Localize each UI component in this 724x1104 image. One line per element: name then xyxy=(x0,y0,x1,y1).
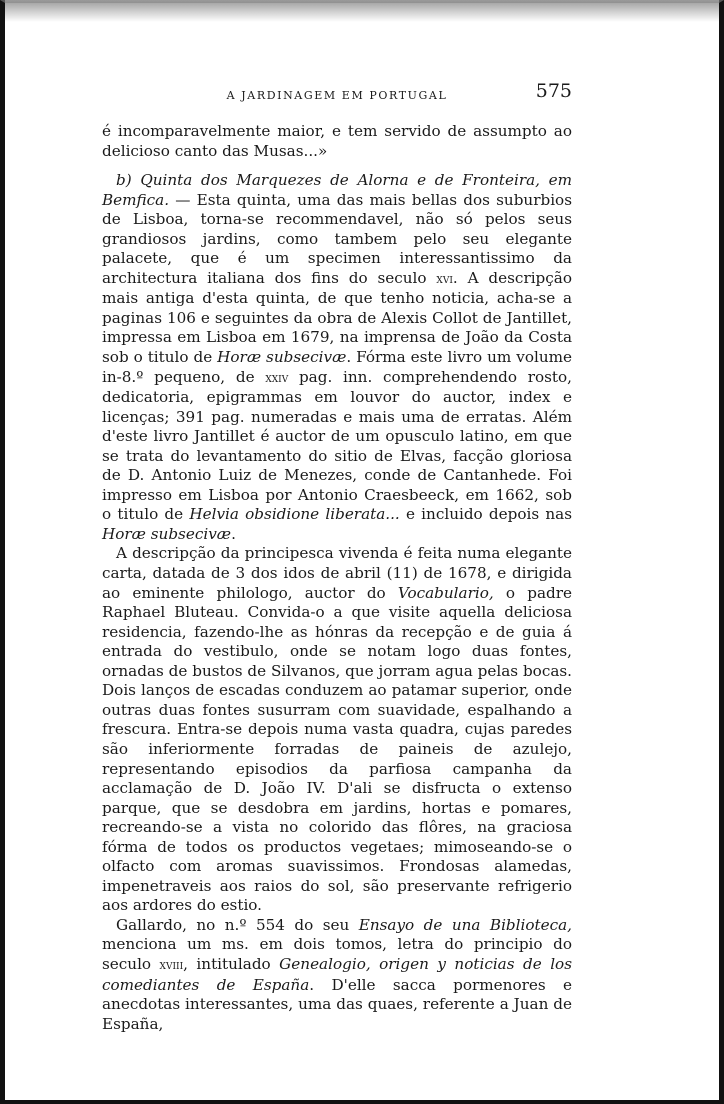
century-numeral: xvi xyxy=(436,270,453,287)
paragraph-text: — Esta quinta, uma das mais bellas dos suburbios de Lisboa, torna-se recommendavel, não só pelos seus grandiosos jardins, como tambem pelo seu elegante palacete, que é um specimen interessantissimo da architectura italiana dos fins do seculo xyxy=(102,190,572,287)
book-title: Helvia obsidione liberata... xyxy=(189,505,400,524)
body-text xyxy=(102,122,572,1034)
page-count-numeral: xxiv xyxy=(265,369,289,386)
paragraph-text: pag. inn. comprehendendo rosto, dedicatoria, epigrammas em louvor do auctor, index e licenças; 391 pag. numeradas e mais uma de erratas. Além d'este livro Jantillet é auctor de um opusculo latino, em que se trata do levantamento do sitio de Elvas, facção gloriosa de D. Antonio Luiz de Menezes, conde de Cantanhede. Foi impresso em Lisboa por Antonio Craesbeeck, em 1662, sob o titulo de xyxy=(102,367,572,524)
item-label: b) xyxy=(116,171,132,190)
paragraph-text: menciona um ms. em dois tomos, letra do principio do seculo xyxy=(102,935,572,973)
scan-shadow xyxy=(5,0,719,22)
book-title: Vocabulario, xyxy=(397,583,494,602)
paragraph-text: A descripção da principesca vivenda é feita numa elegante carta, datada de 3 dos idos de abril (11) de 1678, e dirigida ao eminente philologo, auctor do xyxy=(102,544,572,602)
section-title: Quinta dos Marquezes de Alorna e de Fronteira, em Bemfica. xyxy=(102,171,572,209)
paragraph-quinta-alorna xyxy=(102,171,572,544)
paragraph-text: . xyxy=(231,524,236,543)
paragraph-text: . Fórma este livro um volume in-8.º pequeno, de xyxy=(102,348,572,386)
paragraph-text: . A descripção mais antiga d'esta quinta, de que tenho noticia, acha-se a paginas 106 e seguintes da obra de Alexis Collot de Jantillet, impressa em Lisboa em 1679, na imprensa de João da Costa sob o titulo de xyxy=(102,268,572,367)
book-title: Ensayo de una Biblioteca, xyxy=(358,915,572,934)
page-number: 575 xyxy=(535,80,572,102)
paragraph-text: e incluido depois nas xyxy=(399,505,572,524)
page-header xyxy=(102,80,572,110)
paragraph-text: é incomparavelmente maior, e tem servido de assumpto ao delicioso canto das Musas...» xyxy=(102,122,572,160)
century-numeral: xviii xyxy=(159,956,184,973)
paragraph-text: . D'elle sacca pormenores e anecdotas interessantes, uma das quaes, referente a Juan de España, xyxy=(102,975,572,1033)
book-title: Horæ subsecivæ xyxy=(217,348,347,367)
book-title: Genealogio, origen y noticias de los comediantes de España xyxy=(102,954,572,994)
book-title: Horæ subsecivæ xyxy=(102,524,232,543)
paragraph-text: Gallardo, no n.º 554 do seu xyxy=(116,915,359,934)
paragraph-text: o padre Raphael Bluteau. Convida-o a que visite aquella deliciosa residencia, fazendo-lhe as hónras da recepção e de guia á entrada do vestibulo, onde se notam logo duas fontes, ornadas de bustos de Silvanos, que jorram agua pelas bocas. Dois lanços de escadas conduzem ao patamar superior, onde outras duas fontes susurram com suavidade, espalhando a frescura. Entra-se depois numa vasta quadra, cujas paredes são inferiormente forradas de paineis de azulejo, representando episodios da parfiosa campanha da acclamação de D. João IV. D'ali se disfructa o extenso parque, que se desdobra em jardins, hortas e pomares, recreando-se a vista no colorido das flôres, na graciosa fórma de todos os productos vegetaes; mimoseando-se o olfacto com aromas suavissimos. Frondosas alamedas, impenetraveis aos raios do sol, são preservante refrigerio aos ardores do estio. xyxy=(102,583,572,915)
paragraph-continuation xyxy=(102,122,572,161)
paragraph-gallardo xyxy=(102,916,572,1034)
paragraph-descripcao xyxy=(102,544,572,915)
book-page xyxy=(102,80,572,1034)
running-title: A JARDINAGEM EM PORTUGAL xyxy=(226,89,448,102)
paragraph-text: , intitulado xyxy=(183,954,280,973)
